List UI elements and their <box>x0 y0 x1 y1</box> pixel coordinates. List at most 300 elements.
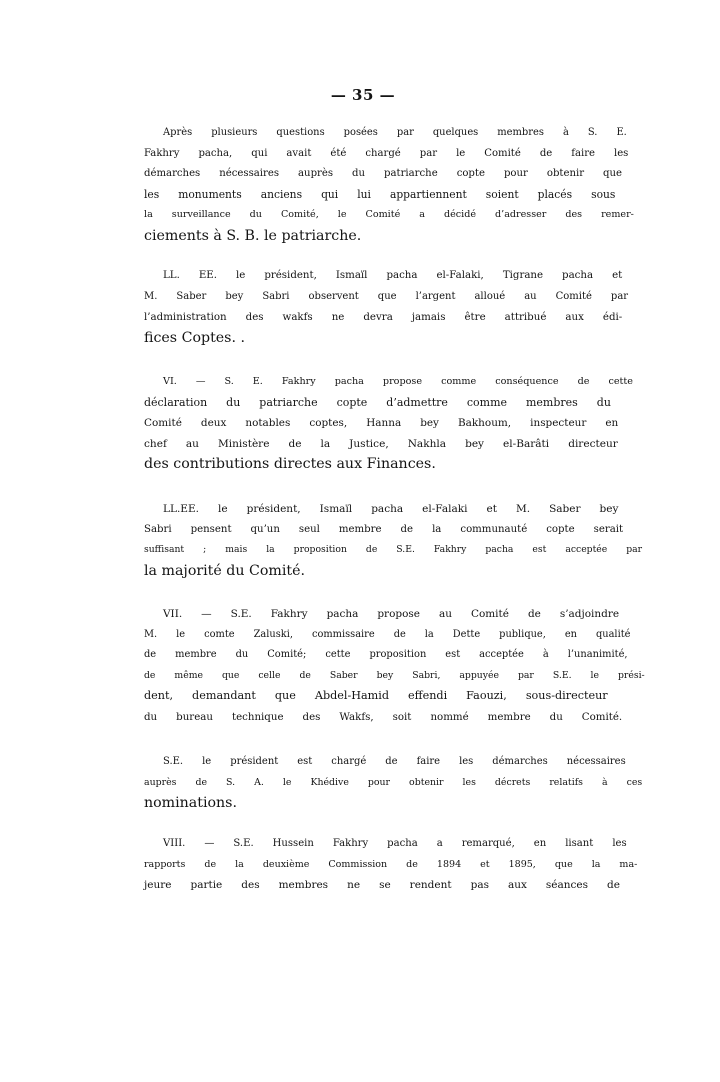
word: la <box>320 437 331 450</box>
word: el-Falaki, <box>436 270 484 281</box>
word: président, <box>246 503 301 515</box>
word: EE. <box>198 270 217 281</box>
word: acceptée <box>479 649 524 661</box>
word: la <box>235 858 244 870</box>
word: bey <box>420 417 439 430</box>
word: remarqué, <box>461 838 515 849</box>
word: Sabri, <box>412 669 441 681</box>
paragraph-committee-thanks <box>125 123 634 247</box>
paragraph-section-vii <box>125 604 645 728</box>
text-line <box>125 520 624 541</box>
word: pacha <box>334 376 364 387</box>
word: par <box>396 127 414 138</box>
word: chef <box>144 437 167 450</box>
word: demandant <box>192 689 256 703</box>
word: propose <box>382 376 423 387</box>
word: membres <box>278 879 329 892</box>
word: Comité, <box>280 209 319 221</box>
word: appartiennent <box>389 187 467 201</box>
word: du <box>226 395 241 409</box>
word: Après <box>163 127 193 138</box>
word: E. <box>252 376 263 387</box>
word: au <box>438 608 452 620</box>
word: avait <box>286 147 312 159</box>
text-line <box>125 540 643 561</box>
word: pour <box>367 776 391 788</box>
word: est <box>297 756 313 767</box>
word: S.E. <box>163 756 184 767</box>
word: coptes, <box>309 417 348 430</box>
word: et <box>486 503 497 515</box>
word: Fakhry <box>144 147 180 159</box>
word: notables <box>245 417 291 430</box>
word: sous <box>591 187 616 201</box>
text-line: nominations. <box>144 795 237 812</box>
text-line <box>125 413 619 434</box>
word: pacha <box>485 544 514 556</box>
word: le <box>590 669 599 681</box>
word: LL.EE. <box>163 503 200 515</box>
text-line <box>125 307 623 328</box>
word: les <box>459 756 474 767</box>
word: chargé <box>331 756 367 767</box>
word: Hanna <box>366 417 402 430</box>
word: plusieurs <box>211 127 258 138</box>
word: a <box>436 838 443 849</box>
word: S.E. <box>396 544 415 556</box>
word: démarches <box>144 168 201 180</box>
word: de <box>406 858 418 870</box>
word: alloué <box>474 290 506 302</box>
word: membres <box>497 127 544 138</box>
word: M. <box>144 628 158 640</box>
word: de <box>400 523 414 535</box>
word: pacha <box>387 838 418 849</box>
word: Sabri <box>262 290 290 302</box>
word: devra <box>363 311 393 324</box>
word: S. <box>224 376 234 387</box>
word: mais <box>225 544 248 556</box>
text-line <box>125 287 629 308</box>
word: el-Falaki <box>422 503 468 515</box>
word: Fakhry <box>332 838 369 849</box>
word: — <box>204 838 215 849</box>
word: posées <box>343 127 378 138</box>
word: Saber <box>329 669 358 681</box>
word: sous-directeur <box>525 689 608 703</box>
word: S. <box>226 776 236 788</box>
word: Comité <box>365 209 401 221</box>
word: faire <box>571 147 595 159</box>
word: au <box>524 290 537 302</box>
word: ne <box>347 879 361 892</box>
word: la <box>591 858 601 870</box>
word: l’unanimité, <box>567 649 628 661</box>
word: Faouzi, <box>466 689 507 703</box>
word: les <box>612 838 627 849</box>
word: de <box>299 669 311 681</box>
word: du <box>235 649 249 661</box>
word: rapports <box>144 858 186 870</box>
word: membre <box>487 710 531 723</box>
word: Hussein <box>272 838 314 849</box>
text-line <box>125 144 629 165</box>
word: soient <box>485 187 519 201</box>
word: nécessaires <box>566 756 626 767</box>
word: de <box>539 147 553 159</box>
paragraph-single-member <box>125 499 643 581</box>
text-line <box>125 686 608 707</box>
word: 1895, <box>508 858 536 870</box>
word: bey <box>465 437 485 450</box>
word: pour <box>503 168 528 180</box>
word: décrets <box>494 776 531 788</box>
text-line <box>125 266 623 287</box>
word: pacha <box>562 270 594 281</box>
word: Comité; <box>267 649 307 661</box>
word: au <box>185 437 199 450</box>
word: faire <box>416 756 441 767</box>
word: été <box>330 147 347 159</box>
word: publique, <box>499 628 546 640</box>
word: Ismaïl <box>319 503 353 515</box>
word: même <box>174 669 203 681</box>
word: S. <box>587 127 598 138</box>
word: pacha <box>371 503 404 515</box>
text-line <box>125 625 631 646</box>
word: le <box>176 628 186 640</box>
paragraph-khedive-decrees <box>125 752 643 814</box>
word: proposition <box>293 544 347 556</box>
word: S.E. <box>552 669 572 681</box>
word: des <box>245 311 264 324</box>
word: comme <box>441 376 477 387</box>
word: propose <box>377 608 420 620</box>
word: des <box>302 710 321 723</box>
word: auprès <box>298 168 334 180</box>
word: — <box>195 376 206 387</box>
word: qui <box>321 187 339 201</box>
word: relatifs <box>549 776 583 788</box>
word: deux <box>200 417 227 430</box>
word: de <box>365 544 378 556</box>
word: par <box>419 147 438 159</box>
word: le <box>456 147 466 159</box>
word: E. <box>616 127 627 138</box>
word: de <box>393 628 406 640</box>
text-line <box>125 773 643 794</box>
word: que <box>554 858 573 870</box>
word: LL. <box>163 270 180 281</box>
word: communauté <box>460 523 528 535</box>
word: Saber <box>549 503 581 515</box>
word: a <box>419 209 425 221</box>
word: l’argent <box>415 290 456 302</box>
word: Comité. <box>581 710 623 723</box>
word: obtenir <box>409 776 444 788</box>
text-line <box>125 434 618 455</box>
word: président <box>230 756 279 767</box>
word: le <box>282 776 292 788</box>
word: M. <box>515 503 531 515</box>
word: auprès <box>144 776 177 788</box>
word: l’administration <box>144 311 227 324</box>
word: que <box>603 168 623 180</box>
word: des <box>565 209 583 221</box>
word: est <box>532 544 547 556</box>
word: de <box>144 649 157 661</box>
word: pas <box>470 879 489 892</box>
word: ces <box>626 776 643 788</box>
word: la <box>432 523 442 535</box>
text-line <box>125 164 623 185</box>
word: les <box>614 147 629 159</box>
word: le <box>337 209 347 221</box>
word: Tigrane <box>502 270 544 281</box>
word: serait <box>593 523 624 535</box>
word: du <box>596 395 611 409</box>
word: celle <box>258 669 281 681</box>
text-line <box>125 666 645 687</box>
word: les <box>462 776 476 788</box>
word: le <box>202 756 212 767</box>
word: anciens <box>260 187 303 201</box>
word: déclaration <box>144 395 208 409</box>
word: Comité <box>470 608 509 620</box>
word: qui <box>251 147 268 159</box>
word: du <box>352 168 366 180</box>
word: édi- <box>602 311 623 324</box>
word: monuments <box>178 187 242 201</box>
word: 1894 <box>436 858 462 870</box>
word: de <box>607 879 620 892</box>
paragraph-wakfs-funds <box>125 266 629 348</box>
word: Ismaïl <box>335 270 368 281</box>
word: jamais <box>411 311 446 324</box>
word: qu’un <box>250 523 280 535</box>
word: de <box>577 376 590 387</box>
word: et <box>480 858 490 870</box>
word: d’admettre <box>386 395 448 409</box>
word: Ministère <box>217 437 270 450</box>
word: bey <box>599 503 619 515</box>
word: Khédive <box>310 776 349 788</box>
text-line <box>125 123 627 144</box>
word: Comité <box>144 417 182 430</box>
word: VII. <box>163 608 183 620</box>
word: nommé <box>430 710 469 723</box>
word: membre <box>175 649 217 661</box>
word: commissaire <box>311 628 375 640</box>
word: placés <box>537 187 573 201</box>
word: Wakfs, <box>339 710 374 723</box>
word: Fakhry <box>270 608 308 620</box>
word: Justice, <box>349 437 389 450</box>
word: de <box>385 756 398 767</box>
word: à <box>601 776 608 788</box>
word: et <box>612 270 623 281</box>
word: observent <box>308 290 359 302</box>
word: cette <box>325 649 351 661</box>
text-line <box>125 855 638 876</box>
word: copte <box>336 395 368 409</box>
word: en <box>605 417 619 430</box>
word: Fakhry <box>281 376 316 387</box>
word: de <box>195 776 208 788</box>
word: d’adresser <box>495 209 547 221</box>
word: à <box>562 127 569 138</box>
word: copte <box>546 523 575 535</box>
word: la <box>144 209 153 221</box>
word: prési- <box>617 669 645 681</box>
word: à <box>542 649 549 661</box>
text-line <box>125 604 620 625</box>
word: conséquence <box>495 376 559 387</box>
word: comte <box>204 628 235 640</box>
word: cette <box>608 376 633 387</box>
word: de <box>204 858 217 870</box>
word: M. <box>144 290 158 302</box>
text-line <box>125 185 616 206</box>
word: Zaluski, <box>253 628 293 640</box>
word: S.E. <box>230 608 252 620</box>
word: par <box>626 544 643 556</box>
word: par <box>517 669 534 681</box>
word: que <box>377 290 397 302</box>
word: soit <box>392 710 412 723</box>
word: chargé <box>365 147 401 159</box>
word: comme <box>466 395 508 409</box>
word: VIII. <box>163 838 186 849</box>
word: technique <box>231 710 284 723</box>
text-line <box>125 834 627 855</box>
word: bureau <box>176 710 213 723</box>
word: pacha <box>326 608 359 620</box>
paragraph-section-vi <box>125 372 633 475</box>
word: la <box>424 628 434 640</box>
word: les <box>144 187 160 201</box>
word: Bakhoum, <box>457 417 512 430</box>
word: A. <box>254 776 264 788</box>
word: de <box>527 608 541 620</box>
text-line <box>125 645 628 666</box>
word: — <box>201 608 212 620</box>
word: ne <box>331 311 345 324</box>
word: suffisant <box>144 544 185 556</box>
word: dent, <box>144 689 174 703</box>
text-line: ciements à S. B. le patriarche. <box>144 227 362 244</box>
word: s’adjoindre <box>559 608 620 620</box>
word: ma- <box>619 858 638 870</box>
text-line <box>125 393 611 414</box>
word: el-Barâti <box>503 437 550 450</box>
word: ; <box>203 544 207 556</box>
word: Commission <box>328 858 388 870</box>
word: Comité <box>484 147 521 159</box>
word: surveillance <box>171 209 231 221</box>
word: patriarche <box>259 395 318 409</box>
word: inspecteur <box>530 417 587 430</box>
word: des <box>241 879 260 892</box>
text-line <box>125 875 620 896</box>
word: proposition <box>369 649 427 661</box>
word: pacha, <box>198 147 233 159</box>
word: lui <box>357 187 371 201</box>
word: S.E. <box>233 838 254 849</box>
text-line: la majorité du Comité. <box>144 562 306 579</box>
text-line <box>125 707 623 728</box>
word: acceptée <box>565 544 608 556</box>
word: seul <box>298 523 320 535</box>
word: directeur <box>568 437 618 450</box>
word: VI. <box>163 376 177 387</box>
word: bey <box>376 669 394 681</box>
word: que <box>274 689 296 703</box>
word: effendi <box>408 689 448 703</box>
word: Fakhry <box>433 544 467 556</box>
word: Sabri <box>144 523 172 535</box>
word: le <box>236 270 246 281</box>
word: aux <box>565 311 584 324</box>
page-number: — 35 — <box>330 86 396 104</box>
word: pensent <box>190 523 232 535</box>
word: Abdel-Hamid <box>314 689 390 703</box>
word: Nakhla <box>407 437 447 450</box>
word: le <box>218 503 228 515</box>
word: de <box>288 437 302 450</box>
word: rendent <box>409 879 452 892</box>
word: se <box>379 879 391 892</box>
text-line <box>125 752 626 773</box>
word: président, <box>264 270 317 281</box>
word: pacha <box>386 270 418 281</box>
word: la <box>266 544 275 556</box>
text-line <box>125 205 634 226</box>
word: membre <box>338 523 382 535</box>
word: aux <box>507 879 527 892</box>
word: remer- <box>601 209 634 221</box>
word: membres <box>526 395 578 409</box>
word: en <box>533 838 547 849</box>
word: patriarche <box>384 168 438 180</box>
word: quelques <box>432 127 479 138</box>
word: du <box>549 710 563 723</box>
word: qualité <box>595 628 631 640</box>
text-line: des contributions directes aux Finances. <box>144 456 436 473</box>
word: Saber <box>176 290 207 302</box>
word: partie <box>190 879 223 892</box>
word: questions <box>276 127 325 138</box>
word: copte <box>456 168 485 180</box>
word: attribué <box>504 311 547 324</box>
word: que <box>221 669 240 681</box>
text-line <box>125 372 633 393</box>
word: être <box>464 311 486 324</box>
word: obtenir <box>546 168 585 180</box>
word: démarches <box>492 756 548 767</box>
word: de <box>144 669 156 681</box>
word: lisant <box>565 838 594 849</box>
word: nécessaires <box>219 168 280 180</box>
word: est <box>445 649 461 661</box>
word: Comité <box>555 290 592 302</box>
word: appuyée <box>459 669 499 681</box>
word: décidé <box>443 209 477 221</box>
word: Dette <box>452 628 481 640</box>
text-line <box>125 499 619 520</box>
word: par <box>610 290 629 302</box>
word: séances <box>545 879 589 892</box>
